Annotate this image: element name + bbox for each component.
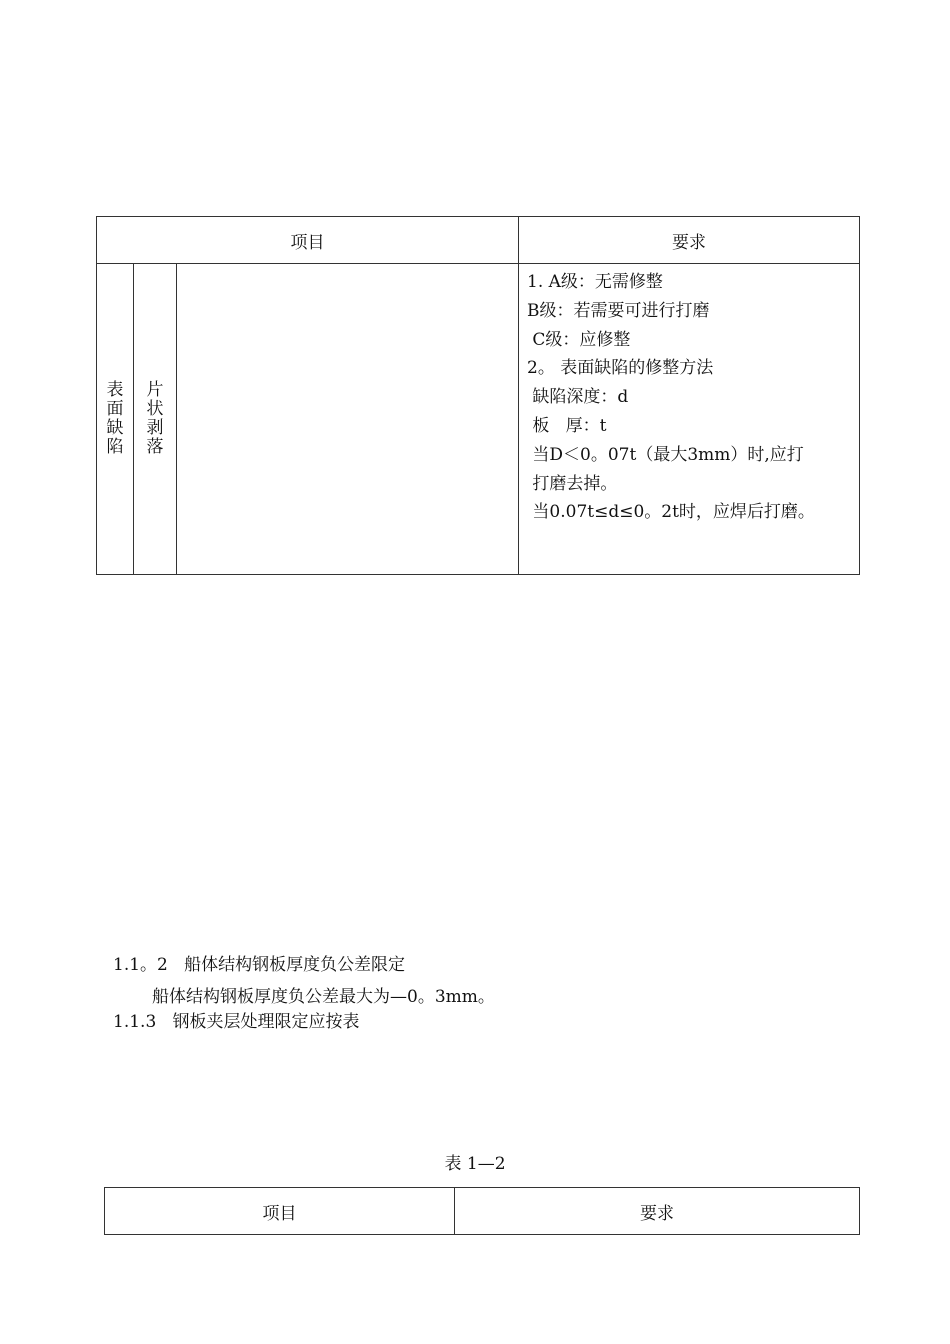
table1-category-cell [97,264,134,575]
table1-subcategory: 片状剥落 [146,380,164,457]
section-1-1-2-heading: 1.1。2 船体结构钢板厚度负公差限定 [113,955,406,975]
requirement-line: 板 厚：t [527,415,607,436]
table1-item-detail-cell [177,264,519,575]
table1-header-item: 项目 [97,217,519,264]
requirement-line: 打磨去掉。 [527,473,618,494]
table2-caption: 表 1—2 [444,1154,506,1174]
section-1-1-3-heading: 1.1.3 钢板夹层处理限定应按表 [113,1012,360,1032]
lamination-table [104,1187,860,1235]
requirement-line: 2。 表面缺陷的修整方法 [527,358,714,379]
table1-header-requirement: 要求 [519,217,860,264]
requirement-line: C级：应修整 [527,329,631,350]
table1-category: 表面缺陷 [106,380,124,457]
surface-defect-table [96,216,860,575]
requirement-line: B级：若需要可进行打磨 [527,300,710,321]
section-1-1-2-body: 船体结构钢板厚度负公差最大为—0。3mm。 [152,987,495,1007]
requirement-line: 1. A级：无需修整 [527,272,663,292]
requirement-line: 缺陷深度：d [527,387,629,408]
table2-header-item: 项目 [105,1188,455,1235]
table2-header-requirement: 要求 [455,1188,860,1235]
table1-subcategory-cell [134,264,177,575]
requirement-line: 当D＜0。07t（最大3mm）时,应打 [527,444,804,465]
requirement-line: 当0.07t≤d≤0。2t时，应焊后打磨。 [527,502,815,523]
table1-requirement-cell [519,264,860,575]
